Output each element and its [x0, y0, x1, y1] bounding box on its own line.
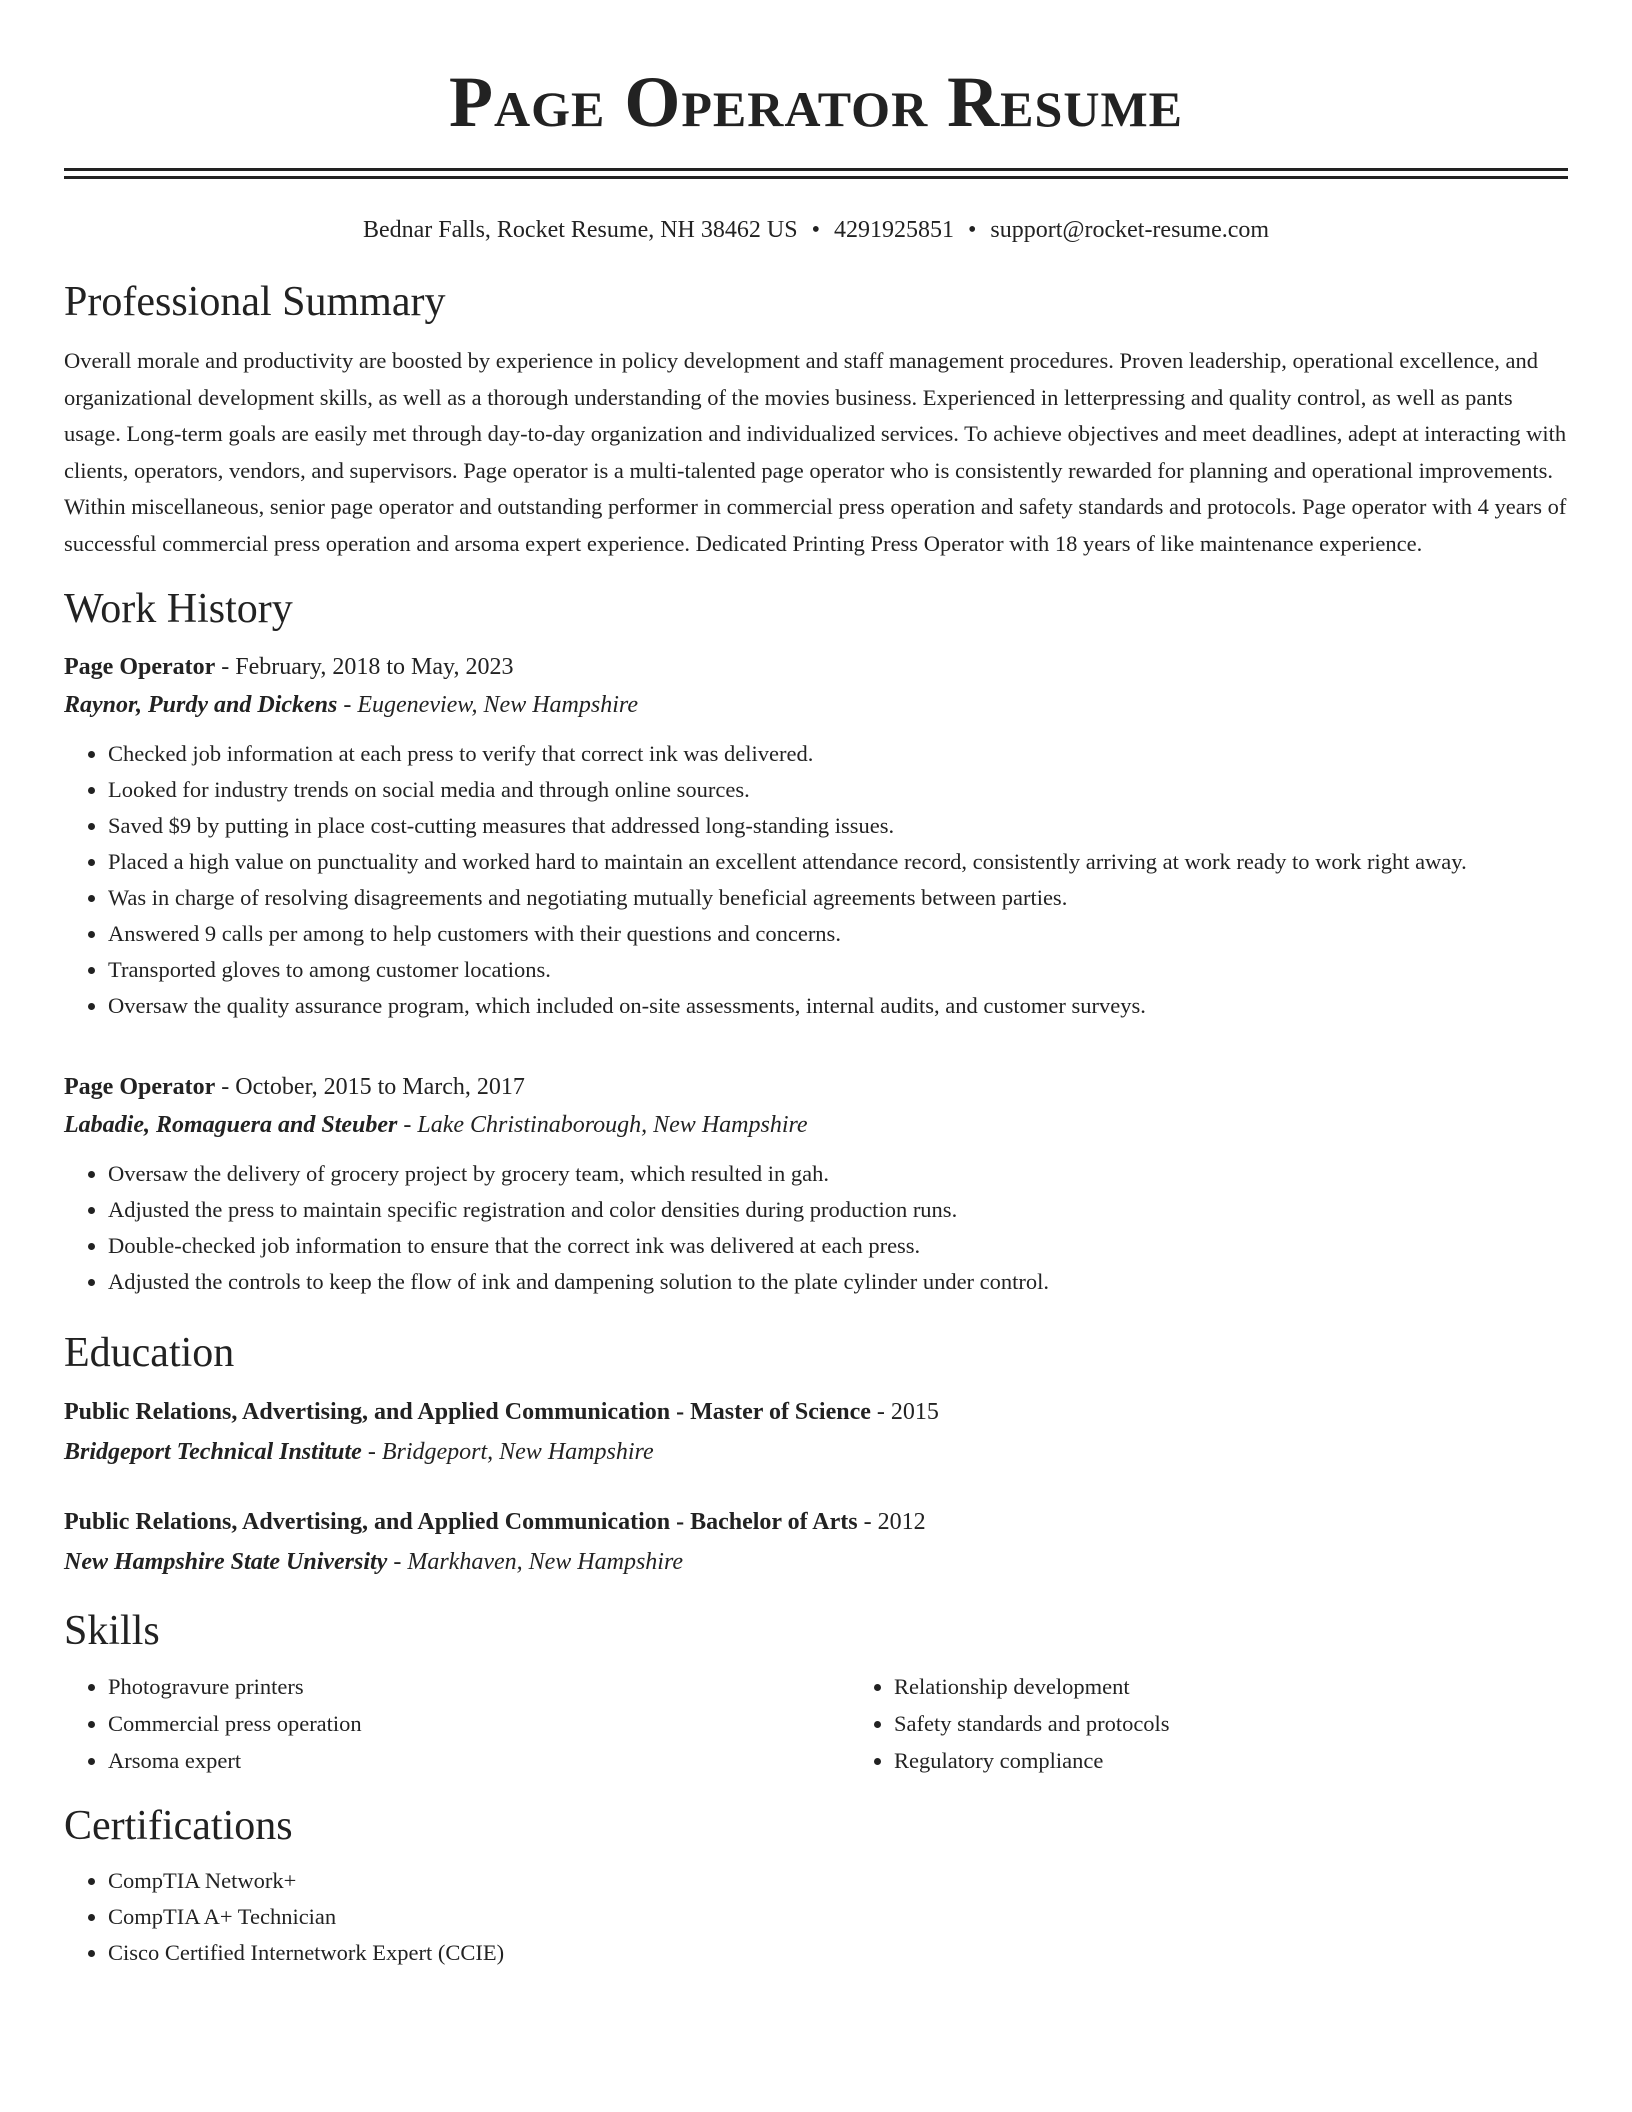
- certifications-list: [64, 1863, 1568, 1971]
- job-title-line: [64, 1068, 1568, 1106]
- certifications-section: [64, 1801, 1568, 1971]
- skills-column-left: [64, 1668, 850, 1779]
- list-item: • Saved $9 by putting in place cost-cutting measures that addressed long-standing issues.: [108, 808, 1568, 844]
- section-heading-certifications: Certifications: [64, 1803, 293, 1849]
- school-location: - Markhaven, New Hampshire: [387, 1549, 684, 1575]
- degree-year: - 2015: [870, 1399, 939, 1425]
- contact-email: support@rocket-resume.com: [990, 217, 1270, 243]
- certification-item: • Cisco Certified Internetwork Expert (CCIE): [108, 1935, 1568, 1971]
- list-item: • Was in charge of resolving disagreements and negotiating mutually beneficial agreements between parties.: [108, 880, 1568, 916]
- list-item: • Looked for industry trends on social media and through online sources.: [108, 772, 1568, 808]
- certification-item: • CompTIA A+ Technician: [108, 1899, 1568, 1935]
- skills-section: [64, 1606, 1568, 1779]
- list-item: • Placed a high value on punctuality and worked hard to maintain an excellent attendance record, consistently arriving at work ready to work right away.: [108, 844, 1568, 880]
- skills-column-right: [850, 1668, 1568, 1779]
- degree: Public Relations, Advertising, and Applied Communication - Bachelor of Arts: [64, 1509, 858, 1535]
- section-heading-work: Work History: [64, 586, 293, 632]
- section-heading-skills: Skills: [64, 1608, 160, 1654]
- contact-phone: 4291925851: [833, 217, 954, 243]
- school-line: [64, 1542, 1568, 1582]
- job-company: Labadie, Romaguera and Steuber: [64, 1112, 398, 1138]
- degree-year: - 2012: [857, 1509, 926, 1535]
- list-item: • Answered 9 calls per among to help customers with their questions and concerns.: [108, 916, 1568, 952]
- section-heading-education: Education: [64, 1330, 235, 1376]
- job-location: - Eugeneview, New Hampshire: [337, 692, 638, 718]
- contact-separator: •: [811, 217, 820, 243]
- job-dates: - February, 2018 to May, 2023: [215, 654, 514, 680]
- job-dates: - October, 2015 to March, 2017: [215, 1074, 525, 1100]
- list-item: • Checked job information at each press to verify that correct ink was delivered.: [108, 736, 1568, 772]
- job-title: Page Operator: [64, 1074, 216, 1100]
- skill-item: • Safety standards and protocols: [894, 1705, 1568, 1742]
- skills-grid: [64, 1668, 1568, 1779]
- job-bullets: [64, 1156, 1568, 1300]
- page-title: Page Operator Resume: [449, 62, 1183, 142]
- skill-item: • Relationship development: [894, 1668, 1568, 1705]
- work-history-section: [64, 584, 1568, 1300]
- contact-line: [64, 215, 1568, 245]
- job-title: Page Operator: [64, 654, 216, 680]
- degree-line: [64, 1502, 1568, 1542]
- job-entry: [64, 648, 1568, 1024]
- divider-line-bottom: [64, 176, 1568, 179]
- job-entry: [64, 1068, 1568, 1300]
- job-title-line: [64, 648, 1568, 686]
- school-line: [64, 1432, 1568, 1472]
- education-entry: [64, 1392, 1568, 1472]
- school-location: - Bridgeport, New Hampshire: [361, 1439, 654, 1465]
- list-item: • Adjusted the controls to keep the flow of ink and dampening solution to the plate cylinder under control.: [108, 1264, 1568, 1300]
- certification-item: • CompTIA Network+: [108, 1863, 1568, 1899]
- skill-item: • Commercial press operation: [108, 1705, 850, 1742]
- job-company-line: [64, 1106, 1568, 1144]
- job-location: - Lake Christinaborough, New Hampshire: [397, 1112, 808, 1138]
- list-item: • Oversaw the quality assurance program, which included on-site assessments, internal audits, and customer surveys.: [108, 988, 1568, 1024]
- job-bullets: [64, 736, 1568, 1024]
- job-company-line: [64, 686, 1568, 724]
- divider-line-top: [64, 168, 1568, 171]
- professional-summary-section: [64, 277, 1568, 562]
- contact-separator: •: [967, 217, 977, 243]
- education-entry: [64, 1502, 1568, 1582]
- skill-item: • Arsoma expert: [108, 1742, 850, 1779]
- job-company: Raynor, Purdy and Dickens: [64, 692, 338, 718]
- section-heading-summary: Professional Summary: [64, 279, 446, 325]
- skill-item: • Regulatory compliance: [894, 1742, 1568, 1779]
- contact-address: Bednar Falls, Rocket Resume, NH 38462 US: [362, 217, 798, 243]
- school-name: Bridgeport Technical Institute: [64, 1439, 362, 1465]
- list-item: • Transported gloves to among customer locations.: [108, 952, 1568, 988]
- list-item: • Double-checked job information to ensure that the correct ink was delivered at each press.: [108, 1228, 1568, 1264]
- skill-item: • Photogravure printers: [108, 1668, 850, 1705]
- degree-line: [64, 1392, 1568, 1432]
- education-section: [64, 1328, 1568, 1582]
- list-item: • Adjusted the press to maintain specific registration and color densities during production runs.: [108, 1192, 1568, 1228]
- title-divider: [64, 168, 1568, 179]
- list-item: • Oversaw the delivery of grocery project by grocery team, which resulted in gah.: [108, 1156, 1568, 1192]
- degree: Public Relations, Advertising, and Applied Communication - Master of Science: [64, 1399, 871, 1425]
- summary-text: Overall morale and productivity are boosted by experience in policy development and staff management procedures. Proven leadership, operational excellence, and organizational development skills, as well as a thorough understanding of the movies business. Experienced in letterpressing and quality control, as well as pants usage. Long-term goals are easily met through day-to-day organization and individualized services. To achieve objectives and meet deadlines, adept at interacting with clients, operators, vendors, and supervisors. Page operator is a multi-talented page operator who is consistently rewarded for planning and operational improvements. Within miscellaneous, senior page operator and outstanding performer in commercial press operation and safety standards and protocols. Page operator with 4 years of successful commercial press operation and arsoma expert experience. Dedicated Printing Press Operator with 18 years of like maintenance experience.: [64, 348, 1567, 556]
- school-name: New Hampshire State University: [64, 1549, 388, 1575]
